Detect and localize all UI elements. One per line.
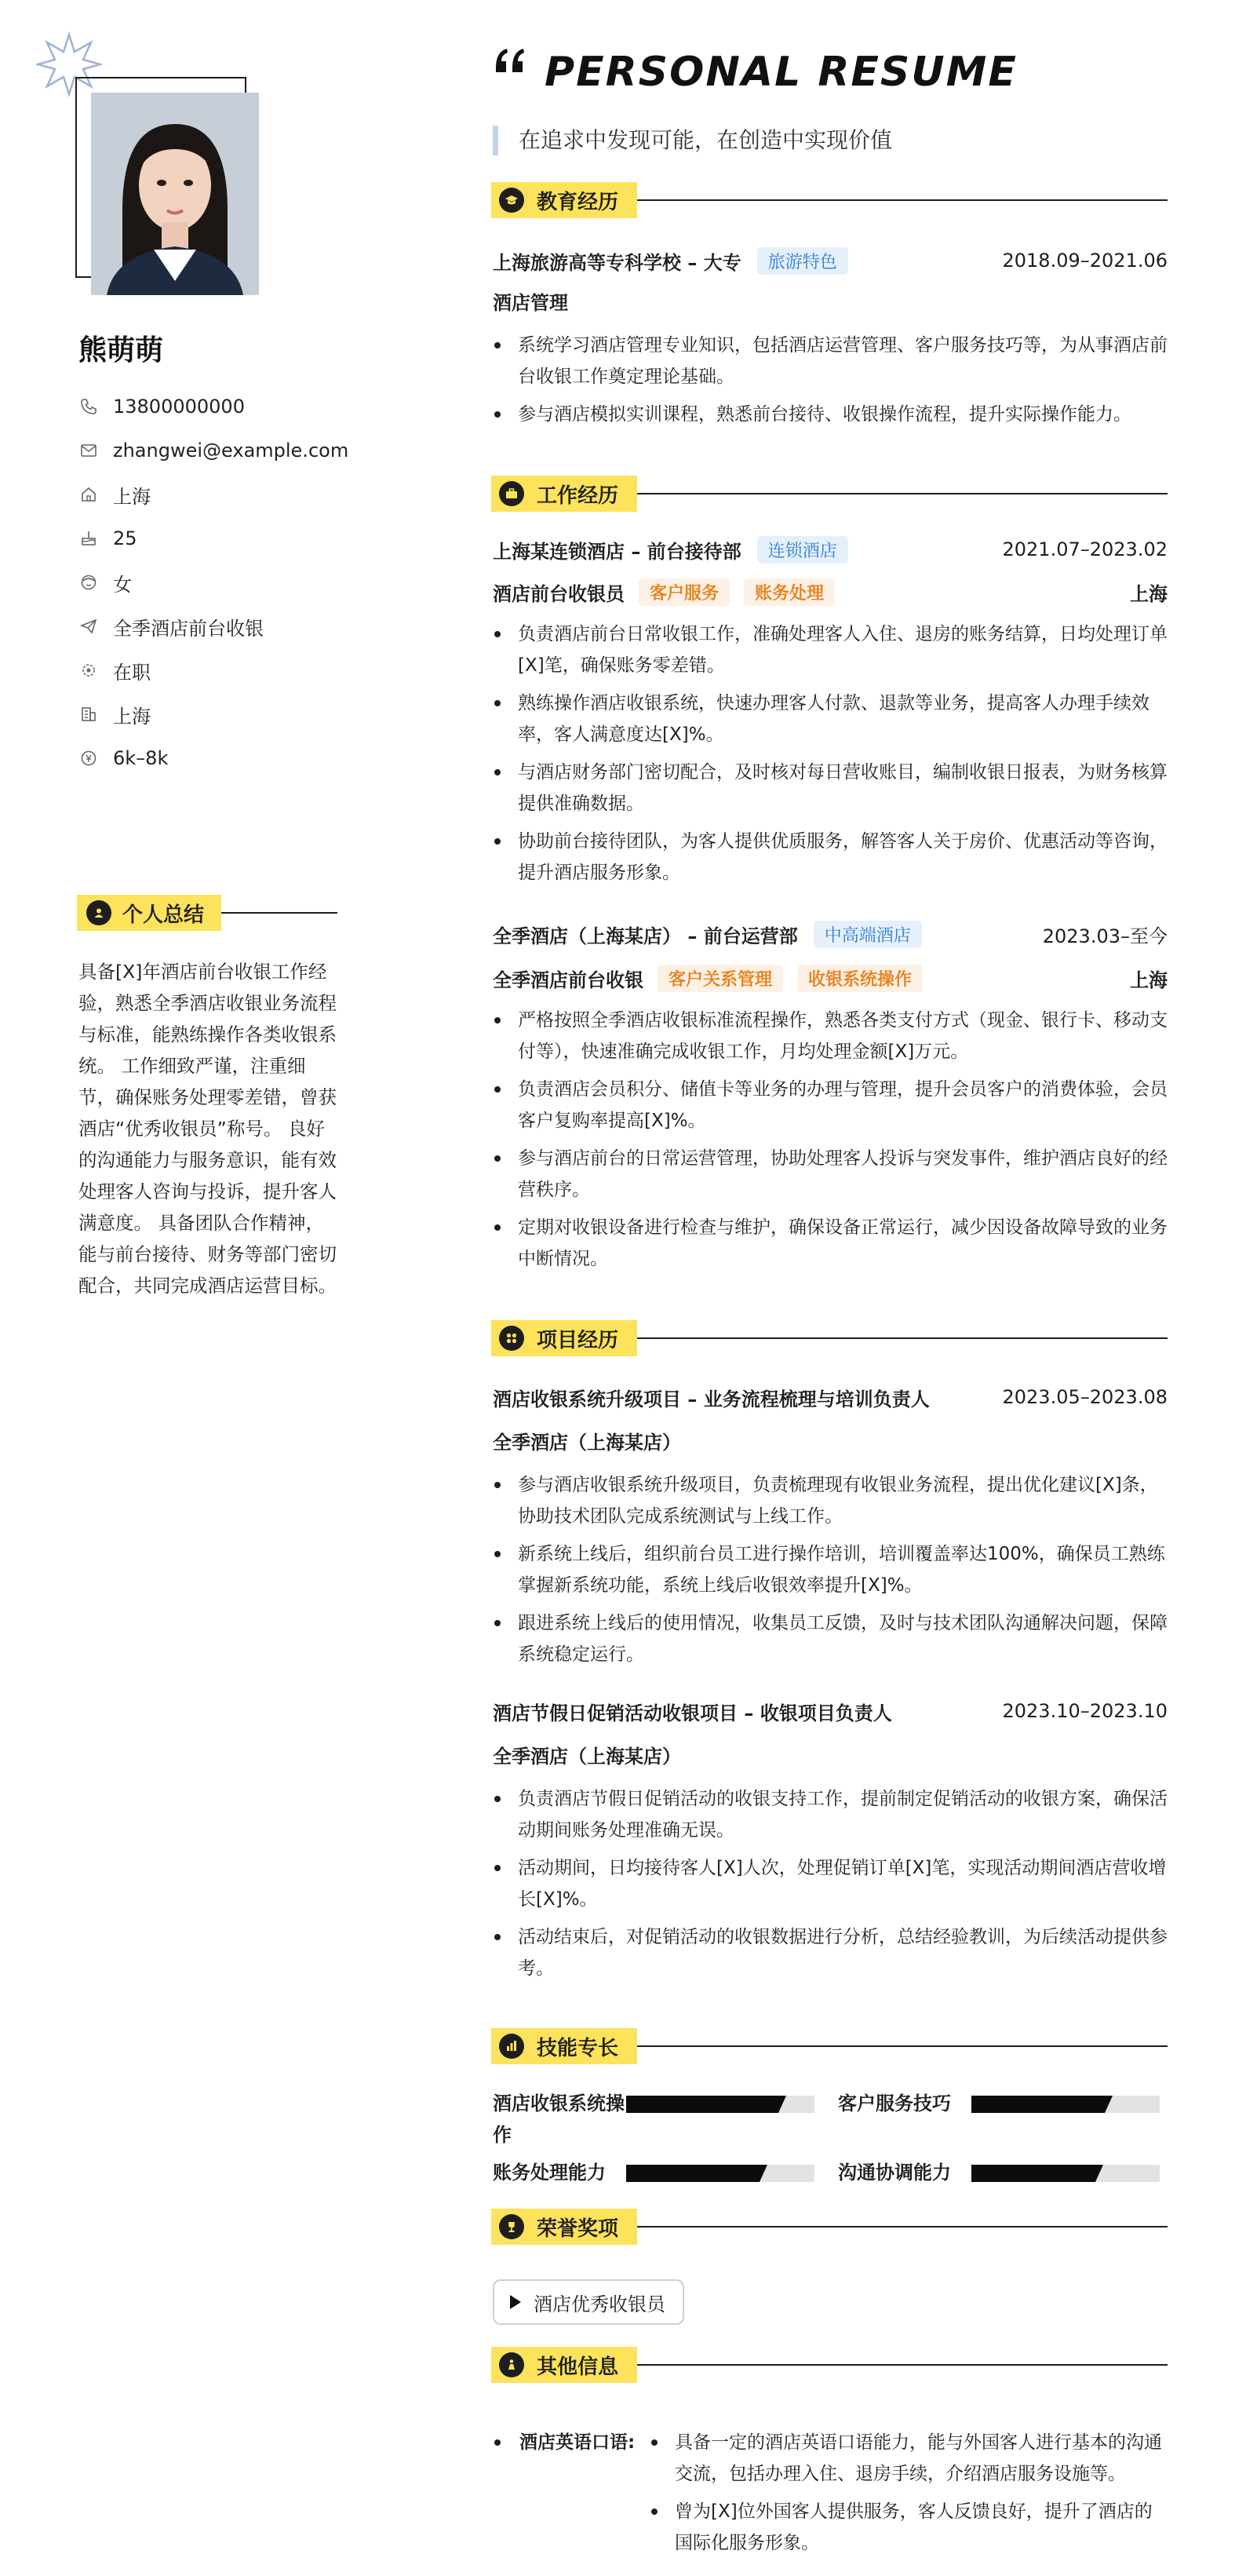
awards-section-header: [491, 2209, 1168, 2245]
education-title: 教育经历: [537, 190, 619, 214]
list-item: 负责酒店节假日促销活动的收银支持工作，提前制定促销活动的收银方案，确保活动期间账务处理准确无误。: [493, 1783, 1168, 1846]
skill-tag: 客户服务: [639, 578, 730, 606]
job-city: 上海: [1130, 969, 1168, 991]
projects-section-header: [491, 1320, 1168, 1356]
list-item: 曾为[X]位外国客人提供服务，客人反馈良好，提升了酒店的国际化服务形象。: [650, 2496, 1168, 2559]
project-2-bullets: [493, 1783, 1168, 1990]
list-item: 负责酒店前台日常收银工作，准确处理客人入住、退房的账务结算，日均处理订单[X]笔，确保账务零差错。: [493, 618, 1168, 681]
summary-text: 具备[X]年酒店前台收银工作经验，熟悉全季酒店收银业务流程与标准，能熟练操作各类收银系统。 工作细致严谨，注重细节，确保账务处理零差错，曾获酒店“优秀收银员”称号。 良好的沟通能力与服务意识，能有效处理客人咨询与投诉，提升客人满意度。 具备团队合作精神，能与前台接待、财务等部门密切配合，共同完成酒店运营目标。: [78, 961, 337, 1297]
divider: [637, 493, 1168, 494]
project-date: 2023.05–2023.08: [1002, 1386, 1168, 1408]
email-row: [78, 429, 348, 473]
list-item: 活动期间，日均接待客人[X]人次，处理促销订单[X]笔，实现活动期间酒店营收增长[X]%。: [493, 1852, 1168, 1915]
trophy-icon: [499, 2214, 524, 2239]
awards-title: 荣誉奖项: [537, 2217, 619, 2241]
project-name: 酒店节假日促销活动收银项目 – 收银项目负责人: [493, 1702, 892, 1724]
home-icon: [78, 484, 99, 505]
target-job-row: [78, 604, 348, 648]
person-face-icon: [78, 572, 99, 593]
mail-icon: [78, 440, 99, 461]
briefcase-icon: [499, 481, 524, 506]
list-item: 参与酒店模拟实训课程，熟悉前台接待、收银操作流程，提升实际操作能力。: [493, 399, 1168, 430]
status-value: 在职: [113, 661, 151, 684]
target-job-value: 全季酒店前台收银: [113, 617, 264, 640]
divider: [637, 199, 1168, 201]
target-city-row: [78, 692, 348, 736]
phone-icon: [78, 396, 99, 417]
divider: [637, 2045, 1168, 2047]
bar-chart-icon: [499, 2034, 524, 2059]
skill-fill: [626, 2165, 767, 2182]
job-company: 上海某连锁酒店 – 前台接待部: [493, 540, 741, 563]
list-item: 协助前台接待团队，为客人提供优质服务，解答客人关于房价、优惠活动等咨询，提升酒店服务形象。: [493, 826, 1168, 888]
skill-fill: [971, 2165, 1103, 2182]
skill-name: 客户服务技巧: [838, 2093, 951, 2114]
resume-subtitle: 在追求中发现可能，在创造中实现价值: [493, 126, 892, 155]
gender-row: [78, 560, 348, 604]
skill-fill: [971, 2096, 1113, 2113]
skill-tag: 账务处理: [744, 578, 835, 606]
projects-title: 项目经历: [537, 1328, 619, 1352]
award-chip: [493, 2279, 684, 2325]
summary-section-header: [77, 895, 337, 931]
phone-value[interactable]: 13800000000: [113, 396, 245, 418]
salary-row: [78, 736, 348, 780]
money-icon: [78, 748, 99, 768]
list-item: 负责酒店会员积分、储值卡等业务的办理与管理，提升会员客户的消费体验，会员客户复购率提高[X]%。: [493, 1074, 1168, 1137]
email-value[interactable]: zhangwei@example.com: [113, 440, 349, 462]
work-section-header: [491, 476, 1168, 512]
skill-item: [493, 2157, 814, 2188]
job-role: 酒店前台收银员: [493, 582, 625, 605]
gender-value: 女: [113, 573, 132, 596]
project-date: 2023.10–2023.10: [1002, 1700, 1168, 1722]
other-bullets: [650, 2427, 1168, 2565]
resume-title: PERSONAL RESUME: [545, 49, 1018, 96]
skill-tag: 收银系统操作: [797, 965, 923, 992]
job-1-bullets: [493, 618, 1168, 895]
divider: [637, 2364, 1168, 2366]
list-item: 熟练操作酒店收银系统，快速办理客人付款、退款等业务，提高客人办理手续效率，客人满意度达[X]%。: [493, 688, 1168, 750]
location-value: 上海: [113, 485, 151, 508]
skill-name: 账务处理能力: [493, 2162, 606, 2184]
list-item: 参与酒店收银系统升级项目，负责梳理现有收银业务流程，提出优化建议[X]条，协助技术团队完成系统测试与上线工作。: [493, 1469, 1168, 1532]
skill-item: [838, 2088, 1160, 2119]
list-item: 活动结束后，对促销活动的收银数据进行分析，总结经验教训，为后续活动提供参考。: [493, 1921, 1168, 1984]
project-name: 酒店收银系统升级项目 – 业务流程梳理与培训负责人: [493, 1388, 930, 1410]
info-person-icon: [499, 2352, 524, 2377]
cake-icon: [78, 528, 99, 549]
skill-bar: [626, 2165, 814, 2182]
skill-bar: [626, 2096, 814, 2113]
status-row: [78, 648, 348, 692]
list-item: 严格按照全季酒店收银标准流程操作，熟悉各类支付方式（现金、银行卡、移动支付等），快速准确完成收银工作，月均处理金额[X]万元。: [493, 1005, 1168, 1067]
salary-value: 6k–8k: [113, 747, 169, 769]
school-name: 上海旅游高等专科学校 – 大专: [493, 251, 741, 274]
education-bullets: [493, 330, 1168, 436]
education-major: 酒店管理: [493, 292, 568, 314]
list-item: 具备一定的酒店英语口语能力，能与外国客人进行基本的沟通交流，包括办理入住、退房手续，介绍酒店服务设施等。: [650, 2427, 1168, 2490]
job-2-header: [493, 918, 1168, 950]
job-tag: 中高端酒店: [814, 921, 922, 948]
contact-info-list: [78, 385, 348, 780]
phone-row: [78, 385, 348, 429]
project-org: 全季酒店（上海某店）: [493, 1432, 681, 1454]
list-item: 跟进系统上线后的使用情况，收集员工反馈，及时与技术团队沟通解决问题，保障系统稳定运行。: [493, 1607, 1168, 1670]
skill-tag: 客户关系管理: [658, 965, 783, 992]
candidate-name: 熊萌萌: [78, 334, 164, 367]
job-2-role-row: [493, 962, 1168, 994]
job-date: 2023.03–至今: [1042, 925, 1168, 947]
skills-section-header: [491, 2028, 1168, 2064]
divider: [221, 912, 337, 914]
project-2-header: [493, 1695, 1168, 1727]
age-value: 25: [113, 527, 137, 549]
project-org: 全季酒店（上海某店）: [493, 1746, 681, 1768]
other-title: 其他信息: [537, 2355, 619, 2379]
skill-bar: [971, 2096, 1160, 2113]
job-tag: 连锁酒店: [757, 536, 848, 564]
graduation-cap-icon: [499, 188, 524, 213]
list-item: 参与酒店前台的日常运营管理，协助处理客人投诉与突发事件，维护酒店良好的经营秩序。: [493, 1143, 1168, 1206]
job-role: 全季酒店前台收银: [493, 969, 643, 991]
grid-icon: [499, 1326, 524, 1351]
user-icon: [86, 900, 111, 925]
divider: [637, 2226, 1168, 2228]
job-company: 全季酒店（上海某店） – 前台运营部: [493, 925, 798, 947]
location-row: [78, 473, 348, 516]
play-icon: [510, 2295, 521, 2309]
education-section-header: [491, 182, 1168, 218]
job-2-bullets: [493, 1005, 1168, 1281]
other-label: 酒店英语口语:: [519, 2432, 636, 2453]
skill-name: 沟通协调能力: [838, 2162, 951, 2184]
status-icon: [78, 660, 99, 680]
divider: [637, 1337, 1168, 1339]
award-label: 酒店优秀收银员: [534, 2293, 665, 2315]
target-city-value: 上海: [113, 705, 151, 728]
work-title: 工作经历: [537, 483, 619, 508]
quote-icon: [493, 44, 529, 83]
skills-title: 技能专长: [537, 2036, 619, 2060]
skill-item: [838, 2157, 1160, 2188]
list-item: 系统学习酒店管理专业知识，包括酒店运营管理、客户服务技巧等，为从事酒店前台收银工作奠定理论基础。: [493, 330, 1168, 392]
summary-title: 个人总结: [122, 903, 205, 927]
education-entry-header: [493, 245, 1168, 276]
job-1-header: [493, 534, 1168, 565]
school-tag: 旅游特色: [757, 247, 848, 275]
skill-fill: [626, 2096, 786, 2113]
skill-bar: [971, 2165, 1160, 2182]
list-item: 与酒店财务部门密切配合，及时核对每日营收账目，编制收银日报表，为财务核算提供准确数据。: [493, 757, 1168, 819]
job-1-role-row: [493, 576, 1168, 608]
job-date: 2021.07–2023.02: [1002, 538, 1168, 560]
education-date: 2018.09–2021.06: [1002, 250, 1168, 272]
list-item: 定期对收银设备进行检查与维护，确保设备正常运行，减少因设备故障导致的业务中断情况。: [493, 1212, 1168, 1275]
project-1-header: [493, 1381, 1168, 1413]
avatar-photo: [91, 93, 259, 295]
paper-plane-icon: [78, 616, 99, 637]
age-row: [78, 516, 348, 560]
job-city: 上海: [1130, 582, 1168, 605]
other-section-header: [491, 2347, 1168, 2383]
list-item: 新系统上线后，组织前台员工进行操作培训，培训覆盖率达100%，确保员工熟练掌握新系统功能，系统上线后收银效率提升[X]%。: [493, 1538, 1168, 1601]
skill-name: 酒店收银系统操作: [493, 2093, 625, 2146]
project-1-bullets: [493, 1469, 1168, 1677]
building-icon: [78, 704, 99, 724]
skill-item: [493, 2088, 814, 2151]
